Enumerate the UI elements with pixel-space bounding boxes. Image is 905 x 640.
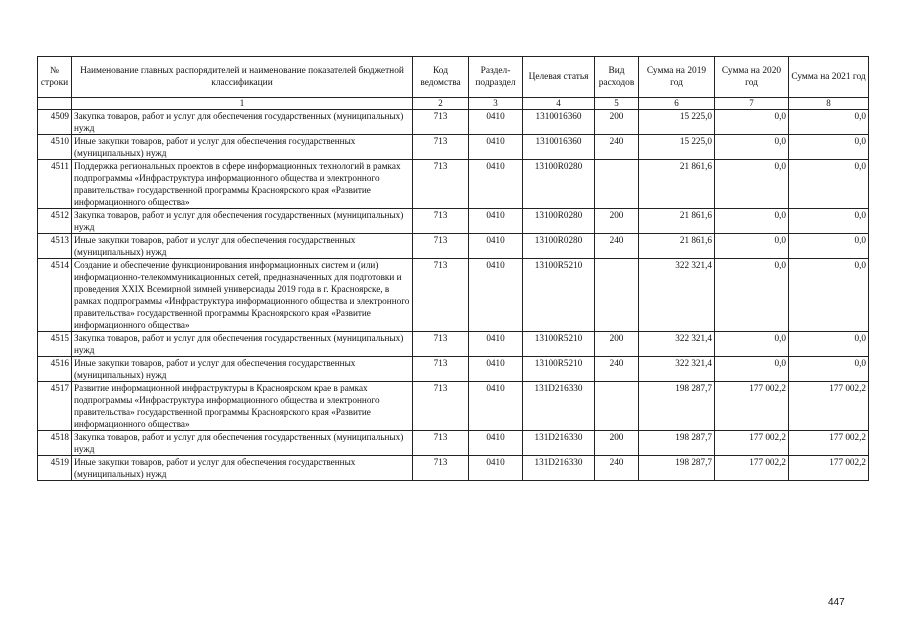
table-row [38,357,869,382]
row-section: 0410 [469,259,523,332]
row-name: Иные закупки товаров, работ и услуг для обеспечения государственных (муниципальных) нужд [72,135,413,160]
row-number: 4517 [38,382,72,431]
row-number: 4518 [38,431,72,456]
row-name: Иные закупки товаров, работ и услуг для обеспечения государственных (муниципальных) нужд [72,234,413,259]
row-target: 131D216330 [523,456,595,481]
row-number: 4513 [38,234,72,259]
row-expense-type: 240 [595,234,639,259]
column-number: 3 [469,98,523,110]
row-sum-2019: 21 861,6 [639,160,715,209]
row-sum-2020: 0,0 [715,332,789,357]
row-section: 0410 [469,357,523,382]
row-sum-2019: 15 225,0 [639,135,715,160]
row-name: Развитие информационной инфраструктуры в Красноярском крае в рамках подпрограммы «Инфраструктура информационного общества и электронного правительства» государственной программы Красноярского края «Развитие информационного общества» [72,382,413,431]
row-sum-2019: 15 225,0 [639,110,715,135]
header-expense-type: Вид расходов [595,57,639,98]
row-target: 13100R5210 [523,332,595,357]
row-target: 1310016360 [523,135,595,160]
row-dept-code: 713 [413,160,469,209]
row-dept-code: 713 [413,259,469,332]
column-number: 6 [639,98,715,110]
row-section: 0410 [469,160,523,209]
row-target: 131D216330 [523,382,595,431]
table-header [38,57,869,98]
row-number: 4519 [38,456,72,481]
table-row [38,259,869,332]
row-expense-type: 240 [595,135,639,160]
row-number: 4509 [38,110,72,135]
row-section: 0410 [469,382,523,431]
column-number-row [38,98,869,110]
row-dept-code: 713 [413,431,469,456]
table-row [38,209,869,234]
row-section: 0410 [469,332,523,357]
header-row-no: № строки [38,57,72,98]
header-sum-2019: Сумма на 2019 год [639,57,715,98]
row-dept-code: 713 [413,234,469,259]
budget-table [37,56,869,481]
row-expense-type: 200 [595,110,639,135]
row-sum-2020: 0,0 [715,209,789,234]
row-expense-type: 200 [595,332,639,357]
row-sum-2019: 198 287,7 [639,431,715,456]
row-number: 4515 [38,332,72,357]
row-expense-type [595,160,639,209]
table-row [38,431,869,456]
column-number: 5 [595,98,639,110]
row-sum-2021: 0,0 [789,259,869,332]
row-section: 0410 [469,234,523,259]
row-number: 4510 [38,135,72,160]
row-name: Закупка товаров, работ и услуг для обеспечения государственных (муниципальных) нужд [72,110,413,135]
table-row [38,456,869,481]
row-dept-code: 713 [413,357,469,382]
row-sum-2021: 0,0 [789,110,869,135]
header-sum-2021: Сумма на 2021 год [789,57,869,98]
row-expense-type: 240 [595,357,639,382]
row-number: 4511 [38,160,72,209]
page-number: 447 [828,597,845,608]
row-dept-code: 713 [413,332,469,357]
table-row [38,160,869,209]
row-sum-2019: 322 321,4 [639,332,715,357]
row-sum-2020: 0,0 [715,110,789,135]
row-sum-2021: 177 002,2 [789,382,869,431]
row-expense-type: 200 [595,209,639,234]
row-name: Закупка товаров, работ и услуг для обеспечения государственных (муниципальных) нужд [72,209,413,234]
row-expense-type [595,382,639,431]
row-sum-2020: 0,0 [715,160,789,209]
row-sum-2019: 322 321,4 [639,357,715,382]
row-expense-type: 200 [595,431,639,456]
row-dept-code: 713 [413,110,469,135]
row-sum-2021: 0,0 [789,234,869,259]
row-number: 4512 [38,209,72,234]
row-sum-2021: 0,0 [789,357,869,382]
header-dept-code: Код ведомства [413,57,469,98]
row-sum-2021: 177 002,2 [789,431,869,456]
table-row [38,382,869,431]
row-sum-2019: 21 861,6 [639,209,715,234]
row-name: Иные закупки товаров, работ и услуг для обеспечения государственных (муниципальных) нужд [72,357,413,382]
header-sum-2020: Сумма на 2020 год [715,57,789,98]
row-dept-code: 713 [413,382,469,431]
header-name: Наименование главных распорядителей и наименование показателей бюджетной классификации [72,57,413,98]
header-target: Целевая статья [523,57,595,98]
row-sum-2020: 177 002,2 [715,431,789,456]
row-name: Создание и обеспечение функционирования информационных систем и (или) информационно-телекоммуникационных сетей, предназначенных для подготовки и проведения XXIX Всемирной зимней универсиады 2019 года в г. Красноярске, в рамках подпрограммы «Инфраструктура информационного общества и электронного правительства» государственной программы Красноярского края «Развитие информационного общества» [72,259,413,332]
table-row [38,332,869,357]
row-name: Иные закупки товаров, работ и услуг для обеспечения государственных (муниципальных) нужд [72,456,413,481]
row-sum-2021: 0,0 [789,135,869,160]
row-sum-2021: 177 002,2 [789,456,869,481]
row-target: 131D216330 [523,431,595,456]
table-row [38,110,869,135]
row-target: 13100R0280 [523,160,595,209]
row-sum-2019: 198 287,7 [639,382,715,431]
row-sum-2021: 0,0 [789,209,869,234]
row-sum-2019: 21 861,6 [639,234,715,259]
table-row [38,135,869,160]
budget-document [37,56,868,481]
row-sum-2020: 177 002,2 [715,456,789,481]
row-name: Поддержка региональных проектов в сфере информационных технологий в рамках подпрограммы «Инфраструктура информационного общества и электронного правительства» государственной программы Красноярского края «Развитие информационного общества» [72,160,413,209]
row-expense-type: 240 [595,456,639,481]
column-number: 2 [413,98,469,110]
row-section: 0410 [469,456,523,481]
row-sum-2020: 0,0 [715,357,789,382]
header-section: Раздел-подраздел [469,57,523,98]
row-target: 13100R0280 [523,209,595,234]
row-expense-type [595,259,639,332]
table-row [38,234,869,259]
row-target: 13100R5210 [523,259,595,332]
row-name: Закупка товаров, работ и услуг для обеспечения государственных (муниципальных) нужд [72,431,413,456]
row-section: 0410 [469,135,523,160]
row-sum-2020: 0,0 [715,234,789,259]
row-sum-2021: 0,0 [789,332,869,357]
table-body [38,98,869,481]
row-dept-code: 713 [413,135,469,160]
row-sum-2021: 0,0 [789,160,869,209]
row-section: 0410 [469,209,523,234]
row-dept-code: 713 [413,456,469,481]
row-number: 4516 [38,357,72,382]
row-dept-code: 713 [413,209,469,234]
row-sum-2019: 198 287,7 [639,456,715,481]
row-section: 0410 [469,431,523,456]
row-number: 4514 [38,259,72,332]
row-section: 0410 [469,110,523,135]
column-number: 8 [789,98,869,110]
row-sum-2019: 322 321,4 [639,259,715,332]
row-sum-2020: 0,0 [715,135,789,160]
row-target: 1310016360 [523,110,595,135]
row-sum-2020: 0,0 [715,259,789,332]
row-sum-2020: 177 002,2 [715,382,789,431]
row-target: 13100R5210 [523,357,595,382]
row-name: Закупка товаров, работ и услуг для обеспечения государственных (муниципальных) нужд [72,332,413,357]
column-number: 4 [523,98,595,110]
column-number: 1 [72,98,413,110]
row-target: 13100R0280 [523,234,595,259]
column-number [38,98,72,110]
column-number: 7 [715,98,789,110]
